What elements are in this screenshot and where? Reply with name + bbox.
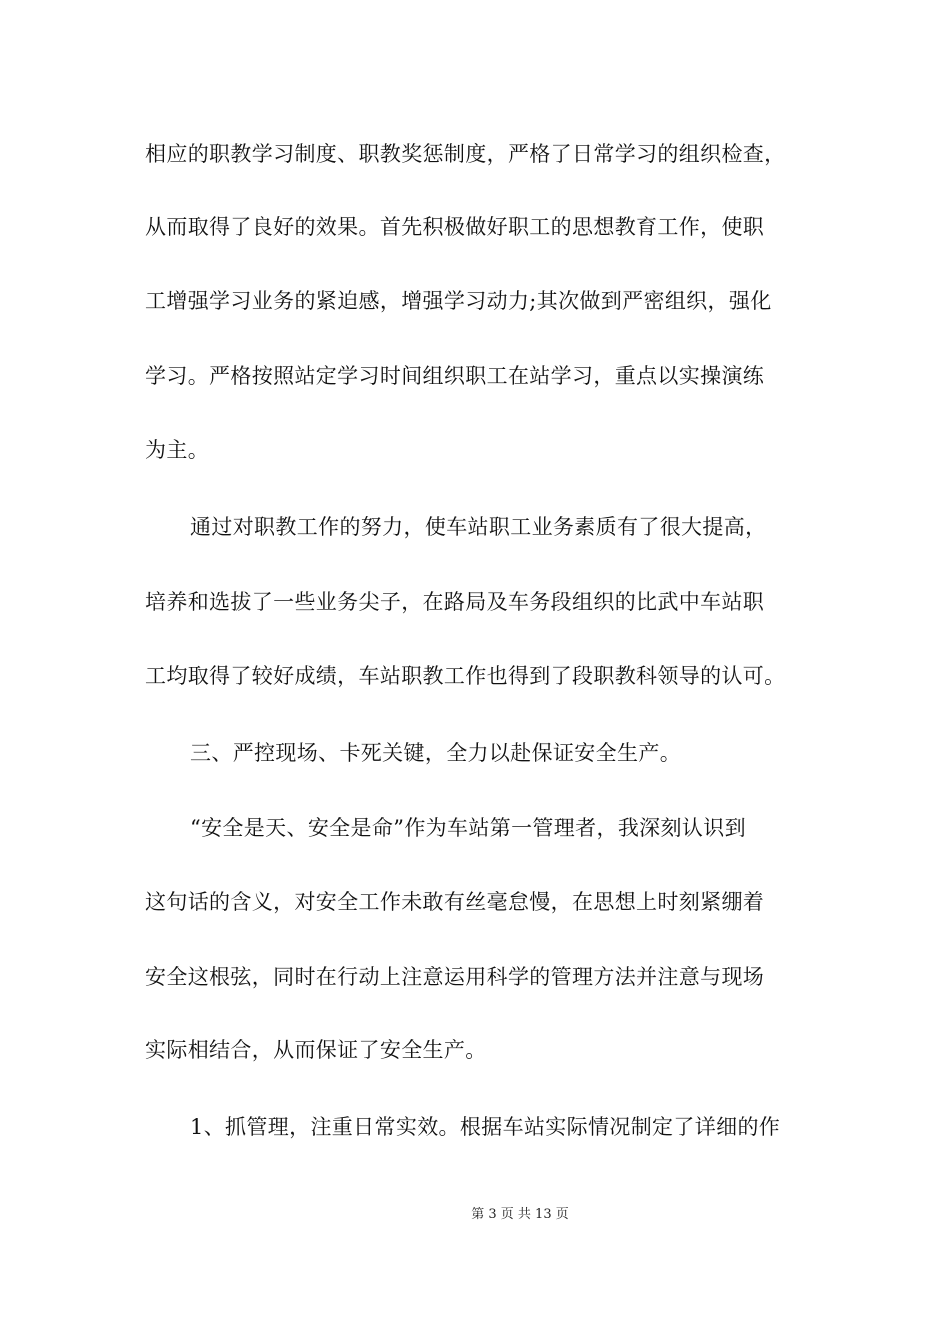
body-text-line: 实际相结合，从而保证了安全生产。 [145, 1038, 487, 1062]
body-text-line: 学习。严格按照站定学习时间组织职工在站学习，重点以实操演练 [145, 364, 765, 388]
body-text-line: 这句话的含义，对安全工作未敢有丝毫怠慢，在思想上时刻紧绷着 [145, 890, 765, 914]
body-text-line: 通过对职教工作的努力，使车站职工业务素质有了很大提高， [190, 515, 767, 539]
section-heading: 三、严控现场、卡死关键，全力以赴保证安全生产。 [190, 741, 682, 765]
body-text-line: 工增强学习业务的紧迫感，增强学习动力;其次做到严密组织，强化 [145, 289, 772, 313]
body-text-line: 安全这根弦，同时在行动上注意运用科学的管理方法并注意与现场 [145, 965, 765, 989]
body-text-line: 为主。 [145, 438, 210, 462]
body-text-line: 相应的职教学习制度、职教奖惩制度，严格了日常学习的组织检查， [145, 142, 786, 166]
body-text-line: 从而取得了良好的效果。首先积极做好职工的思想教育工作，使职 [145, 215, 765, 239]
body-text-line: 工均取得了较好成绩，车站职教工作也得到了段职教科领导的认可。 [145, 664, 786, 688]
body-text-line: “安全是天、安全是命”作为车站第一管理者，我深刻认识到 [190, 816, 746, 840]
body-text-line: 1、抓管理，注重日常实效。根据车站实际情况制定了详细的作 [190, 1115, 781, 1139]
body-text-line: 培养和选拔了一些业务尖子，在路局及车务段组织的比武中车站职 [145, 590, 765, 614]
page-number-footer: 第 3 页 共 13 页 [471, 1207, 569, 1222]
